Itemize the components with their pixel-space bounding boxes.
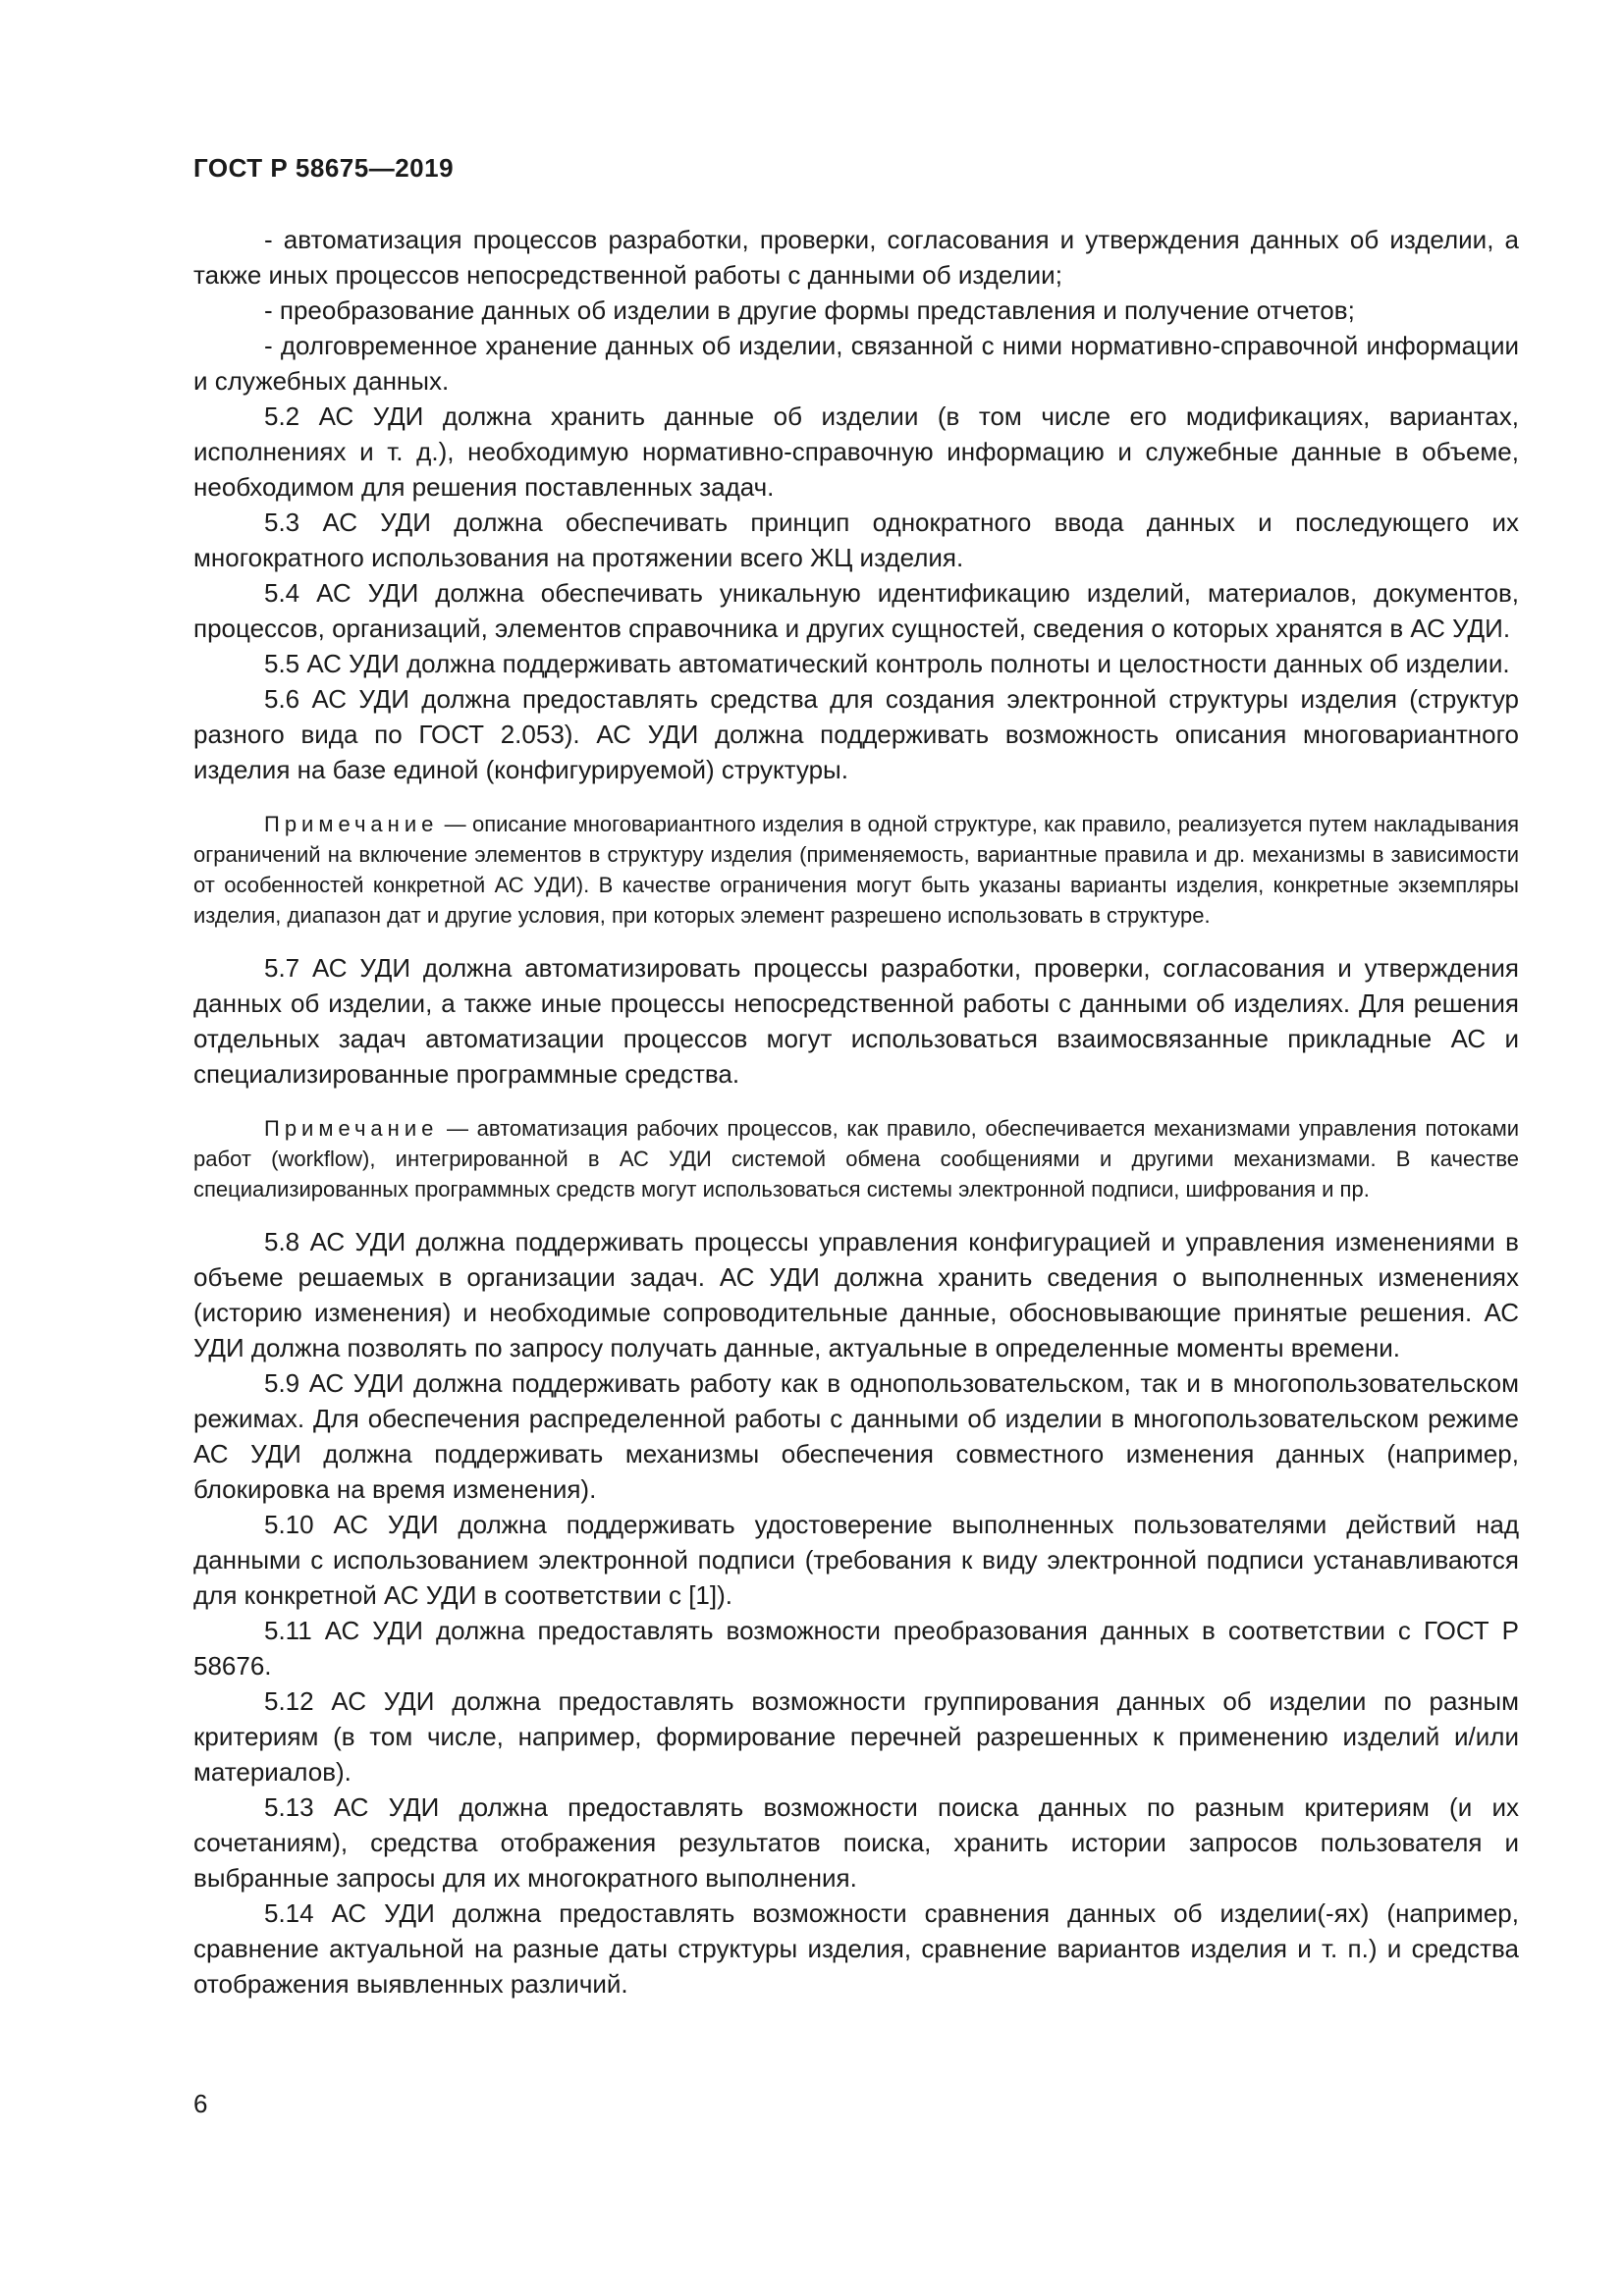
clause-5-3: 5.3 АС УДИ должна обеспечивать принцип однократного ввода данных и последующего их многократного использования на протяжении всего ЖЦ изделия.	[193, 507, 1519, 572]
page-number: 6	[193, 2089, 208, 2118]
clause-5-9: 5.9 АС УДИ должна поддерживать работу как в однопользовательском, так и в многопользовательском режимах. Для обеспечения распределенной работы с данными об изделии в многопользовательском режиме АС УДИ должна поддерживать механизмы обеспечения совместного изменения данных (например, блокировка на время изменения).	[193, 1368, 1519, 1504]
note-block	[193, 1113, 1519, 1204]
clause-5-12: 5.12 АС УДИ должна предоставлять возможности группирования данных об изделии по разным критериям (в том числе, например, формирование перечней разрешенных к применению изделий и/или материалов).	[193, 1686, 1519, 1787]
note-label: Примечание	[264, 1116, 439, 1141]
document-body	[193, 222, 1519, 2002]
note-text: — автоматизация рабочих процессов, как правило, обеспечивается механизмами управления потоками работ (workflow), интегрированной в АС УДИ системой обмена сообщениями и другими механизмами. В качестве специализированных программных средств могут использоваться системы электронной подписи, шифрования и пр.	[193, 1116, 1519, 1201]
clause-5-13: 5.13 АС УДИ должна предоставлять возможности поиска данных по разным критериям (и их сочетаниям), средства отображения результатов поиска, хранить истории запросов пользователя и выбранные запросы для их многократного выполнения.	[193, 1792, 1519, 1893]
clause-5-5: 5.5 АС УДИ должна поддерживать автоматический контроль полноты и целостности данных об изделии.	[264, 649, 1510, 678]
note-block	[193, 809, 1519, 931]
clause-5-8: 5.8 АС УДИ должна поддерживать процессы управления конфигурацией и управления изменениями в объеме решаемых в организации задач. АС УДИ должна хранить сведения о выполненных изменениях (историю изменения) и необходимые сопроводительные данные, обосновывающие принятые решения. АС УДИ должна позволять по запросу получать данные, актуальные в определенные моменты времени.	[193, 1227, 1519, 1362]
clause-5-11: 5.11 АС УДИ должна предоставлять возможности преобразования данных в соответствии с ГОСТ Р 58676.	[193, 1616, 1519, 1681]
list-item: - автоматизация процессов разработки, проверки, согласования и утверждения данных об изделии, а также иных процессов непосредственной работы с данными об изделии;	[193, 225, 1519, 290]
clause-5-2: 5.2 АС УДИ должна хранить данные об изделии (в том числе его модификациях, вариантах, исполнениях и т. д.), необходимую нормативно-справочную информацию и служебные данные в объеме, необходимом для решения поставленных задач.	[193, 401, 1519, 502]
clause-5-14: 5.14 АС УДИ должна предоставлять возможности сравнения данных об изделии(-ях) (например, сравнение актуальной на разные даты структуры изделия, сравнение вариантов изделия и т. п.) и средства отображения выявленных различий.	[193, 1898, 1519, 1999]
note-text: — описание многовариантного изделия в одной структуре, как правило, реализуется путем накладывания ограничений на включение элементов в структуру изделия (применяемость, вариантные правила и др. механизмы в зависимости от особенностей конкретной АС УДИ). В качестве ограничения могут быть указаны варианты изделия, конкретные экземпляры изделия, диапазон дат и другие условия, при которых элемент разрешено использовать в структуре.	[193, 812, 1519, 928]
clause-5-4: 5.4 АС УДИ должна обеспечивать уникальную идентификацию изделий, материалов, документов, процессов, организаций, элементов справочника и других сущностей, сведения о которых хранятся в АС УДИ.	[193, 578, 1519, 643]
clause-5-10: 5.10 АС УДИ должна поддерживать удостоверение выполненных пользователями действий над данными с использованием электронной подписи (требования к виду электронной подписи устанавливаются для конкретной АС УДИ в соответствии с [1]).	[193, 1510, 1519, 1610]
document-header: ГОСТ Р 58675—2019	[193, 153, 455, 183]
note-label: Примечание	[264, 812, 439, 836]
clause-5-6: 5.6 АС УДИ должна предоставлять средства для создания электронной структуры изделия (структур разного вида по ГОСТ 2.053). АС УДИ должна поддерживать возможность описания многовариантного изделия на базе единой (конфигурируемой) структуры.	[193, 684, 1519, 784]
list-item: - преобразование данных об изделии в другие формы представления и получение отчетов;	[264, 295, 1355, 325]
clause-5-7: 5.7 АС УДИ должна автоматизировать процессы разработки, проверки, согласования и утверждения данных об изделии, а также иные процессы непосредственной работы с данными об изделиях. Для решения отдельных задач автоматизации процессов могут использоваться взаимосвязанные прикладные АС и специализированные программные средства.	[193, 953, 1519, 1089]
list-item: - долговременное хранение данных об изделии, связанной с ними нормативно-справочной информации и служебных данных.	[193, 331, 1519, 396]
